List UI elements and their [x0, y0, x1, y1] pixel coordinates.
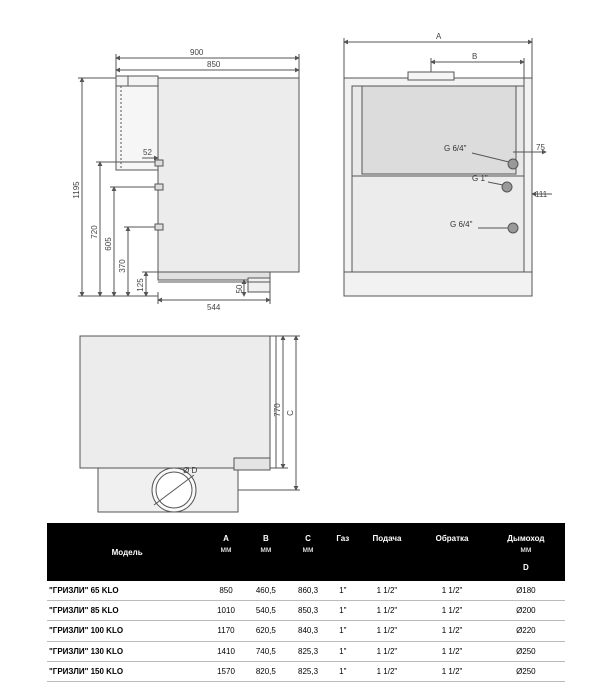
cell-model: "ГРИЗЛИ" 150 KLO: [47, 661, 207, 681]
conn-mid-label: G 1": [472, 174, 488, 183]
dim-1195: 1195: [72, 181, 81, 199]
cell-flue: Ø200: [487, 601, 565, 621]
dim-50: 50: [235, 284, 244, 294]
rear-connection-box: [116, 86, 158, 170]
header-a: A: [207, 523, 244, 545]
cell-c: 825,3: [287, 641, 329, 661]
cell-gas: 1": [329, 601, 356, 621]
dim-c: C: [286, 410, 295, 416]
cell-return: 1 1/2": [417, 601, 486, 621]
pipe-stub: [155, 160, 163, 166]
cell-b: 540,5: [245, 601, 287, 621]
cell-return: 1 1/2": [417, 621, 486, 641]
cell-supply: 1 1/2": [356, 581, 417, 601]
cell-c: 840,3: [287, 621, 329, 641]
unit-b: мм: [245, 545, 287, 563]
conn-top-label: G 6/4": [444, 144, 467, 153]
flue-outlet-front: [408, 72, 454, 80]
cell-return: 1 1/2": [417, 581, 486, 601]
cell-c: 860,3: [287, 581, 329, 601]
dim-370: 370: [118, 259, 127, 273]
cell-flue: Ø250: [487, 661, 565, 681]
cell-flue: Ø250: [487, 641, 565, 661]
top-view: [80, 336, 300, 512]
cell-flue: Ø180: [487, 581, 565, 601]
header-model: Модель: [47, 523, 207, 581]
dim-52: 52: [143, 148, 152, 157]
cell-a: 1010: [207, 601, 244, 621]
unit-flue: мм: [487, 545, 565, 563]
connector-mid: [502, 182, 512, 192]
boiler-body-side: [158, 78, 299, 272]
dim-770: 770: [273, 403, 282, 417]
cell-gas: 1": [329, 661, 356, 681]
cell-flue: Ø220: [487, 621, 565, 641]
cell-model: "ГРИЗЛИ" 85 KLO: [47, 601, 207, 621]
cell-gas: 1": [329, 641, 356, 661]
unit-c: мм: [287, 545, 329, 563]
burner-section: [352, 176, 524, 272]
conn-bottom-label: G 6/4": [450, 220, 473, 229]
cell-supply: 1 1/2": [356, 661, 417, 681]
cell-b: 820,5: [245, 661, 287, 681]
flue-collar: [116, 76, 158, 86]
cell-return: 1 1/2": [417, 661, 486, 681]
cell-supply: 1 1/2": [356, 601, 417, 621]
cell-a: 1170: [207, 621, 244, 641]
boiler-body-top: [80, 336, 270, 468]
header-supply: Подача: [356, 523, 417, 545]
dim-900: 900: [190, 48, 204, 57]
pipe-stub: [155, 184, 163, 190]
pipe-stub: [155, 224, 163, 230]
cell-b: 460,5: [245, 581, 287, 601]
dim-125: 125: [136, 278, 145, 292]
cell-c: 850,3: [287, 601, 329, 621]
header-c: C: [287, 523, 329, 545]
dim-a: A: [436, 32, 442, 41]
cell-return: 1 1/2": [417, 641, 486, 661]
cell-gas: 1": [329, 621, 356, 641]
spec-header-row: [47, 523, 565, 545]
front-view: [344, 38, 552, 296]
header-gas: Газ: [329, 523, 356, 545]
dim-111: 111: [535, 190, 548, 199]
flue-sub: D: [487, 563, 565, 581]
dim-850: 850: [207, 60, 221, 69]
table-row: [47, 641, 565, 661]
header-b: B: [245, 523, 287, 545]
cell-a: 1410: [207, 641, 244, 661]
cell-model: "ГРИЗЛИ" 65 KLO: [47, 581, 207, 601]
dim-605: 605: [104, 237, 113, 251]
cell-gas: 1": [329, 581, 356, 601]
side-view: [78, 54, 299, 304]
heat-exchanger: [362, 86, 516, 174]
cell-model: "ГРИЗЛИ" 130 KLO: [47, 641, 207, 661]
cell-supply: 1 1/2": [356, 621, 417, 641]
header-return: Обратка: [417, 523, 486, 545]
connector-top: [508, 159, 518, 169]
table-row: [47, 601, 565, 621]
cell-c: 825,3: [287, 661, 329, 681]
cell-a: 850: [207, 581, 244, 601]
cell-b: 620,5: [245, 621, 287, 641]
base-foot: [248, 278, 270, 292]
cell-model: "ГРИЗЛИ" 100 KLO: [47, 621, 207, 641]
cell-supply: 1 1/2": [356, 641, 417, 661]
dim-720: 720: [90, 225, 99, 239]
table-row: [47, 621, 565, 641]
cell-a: 1570: [207, 661, 244, 681]
header-flue: Дымоход: [487, 523, 565, 545]
table-row: [47, 661, 565, 681]
unit-a: мм: [207, 545, 244, 563]
table-row: [47, 581, 565, 601]
cell-b: 740,5: [245, 641, 287, 661]
dim-b: B: [472, 52, 478, 61]
rear-connector-block: [234, 458, 270, 470]
dim-544: 544: [207, 303, 221, 312]
connector-bottom: [508, 223, 518, 233]
spec-table: [47, 523, 565, 682]
dim-75: 75: [536, 143, 545, 152]
flue-diameter-label: Ø D: [183, 466, 198, 475]
